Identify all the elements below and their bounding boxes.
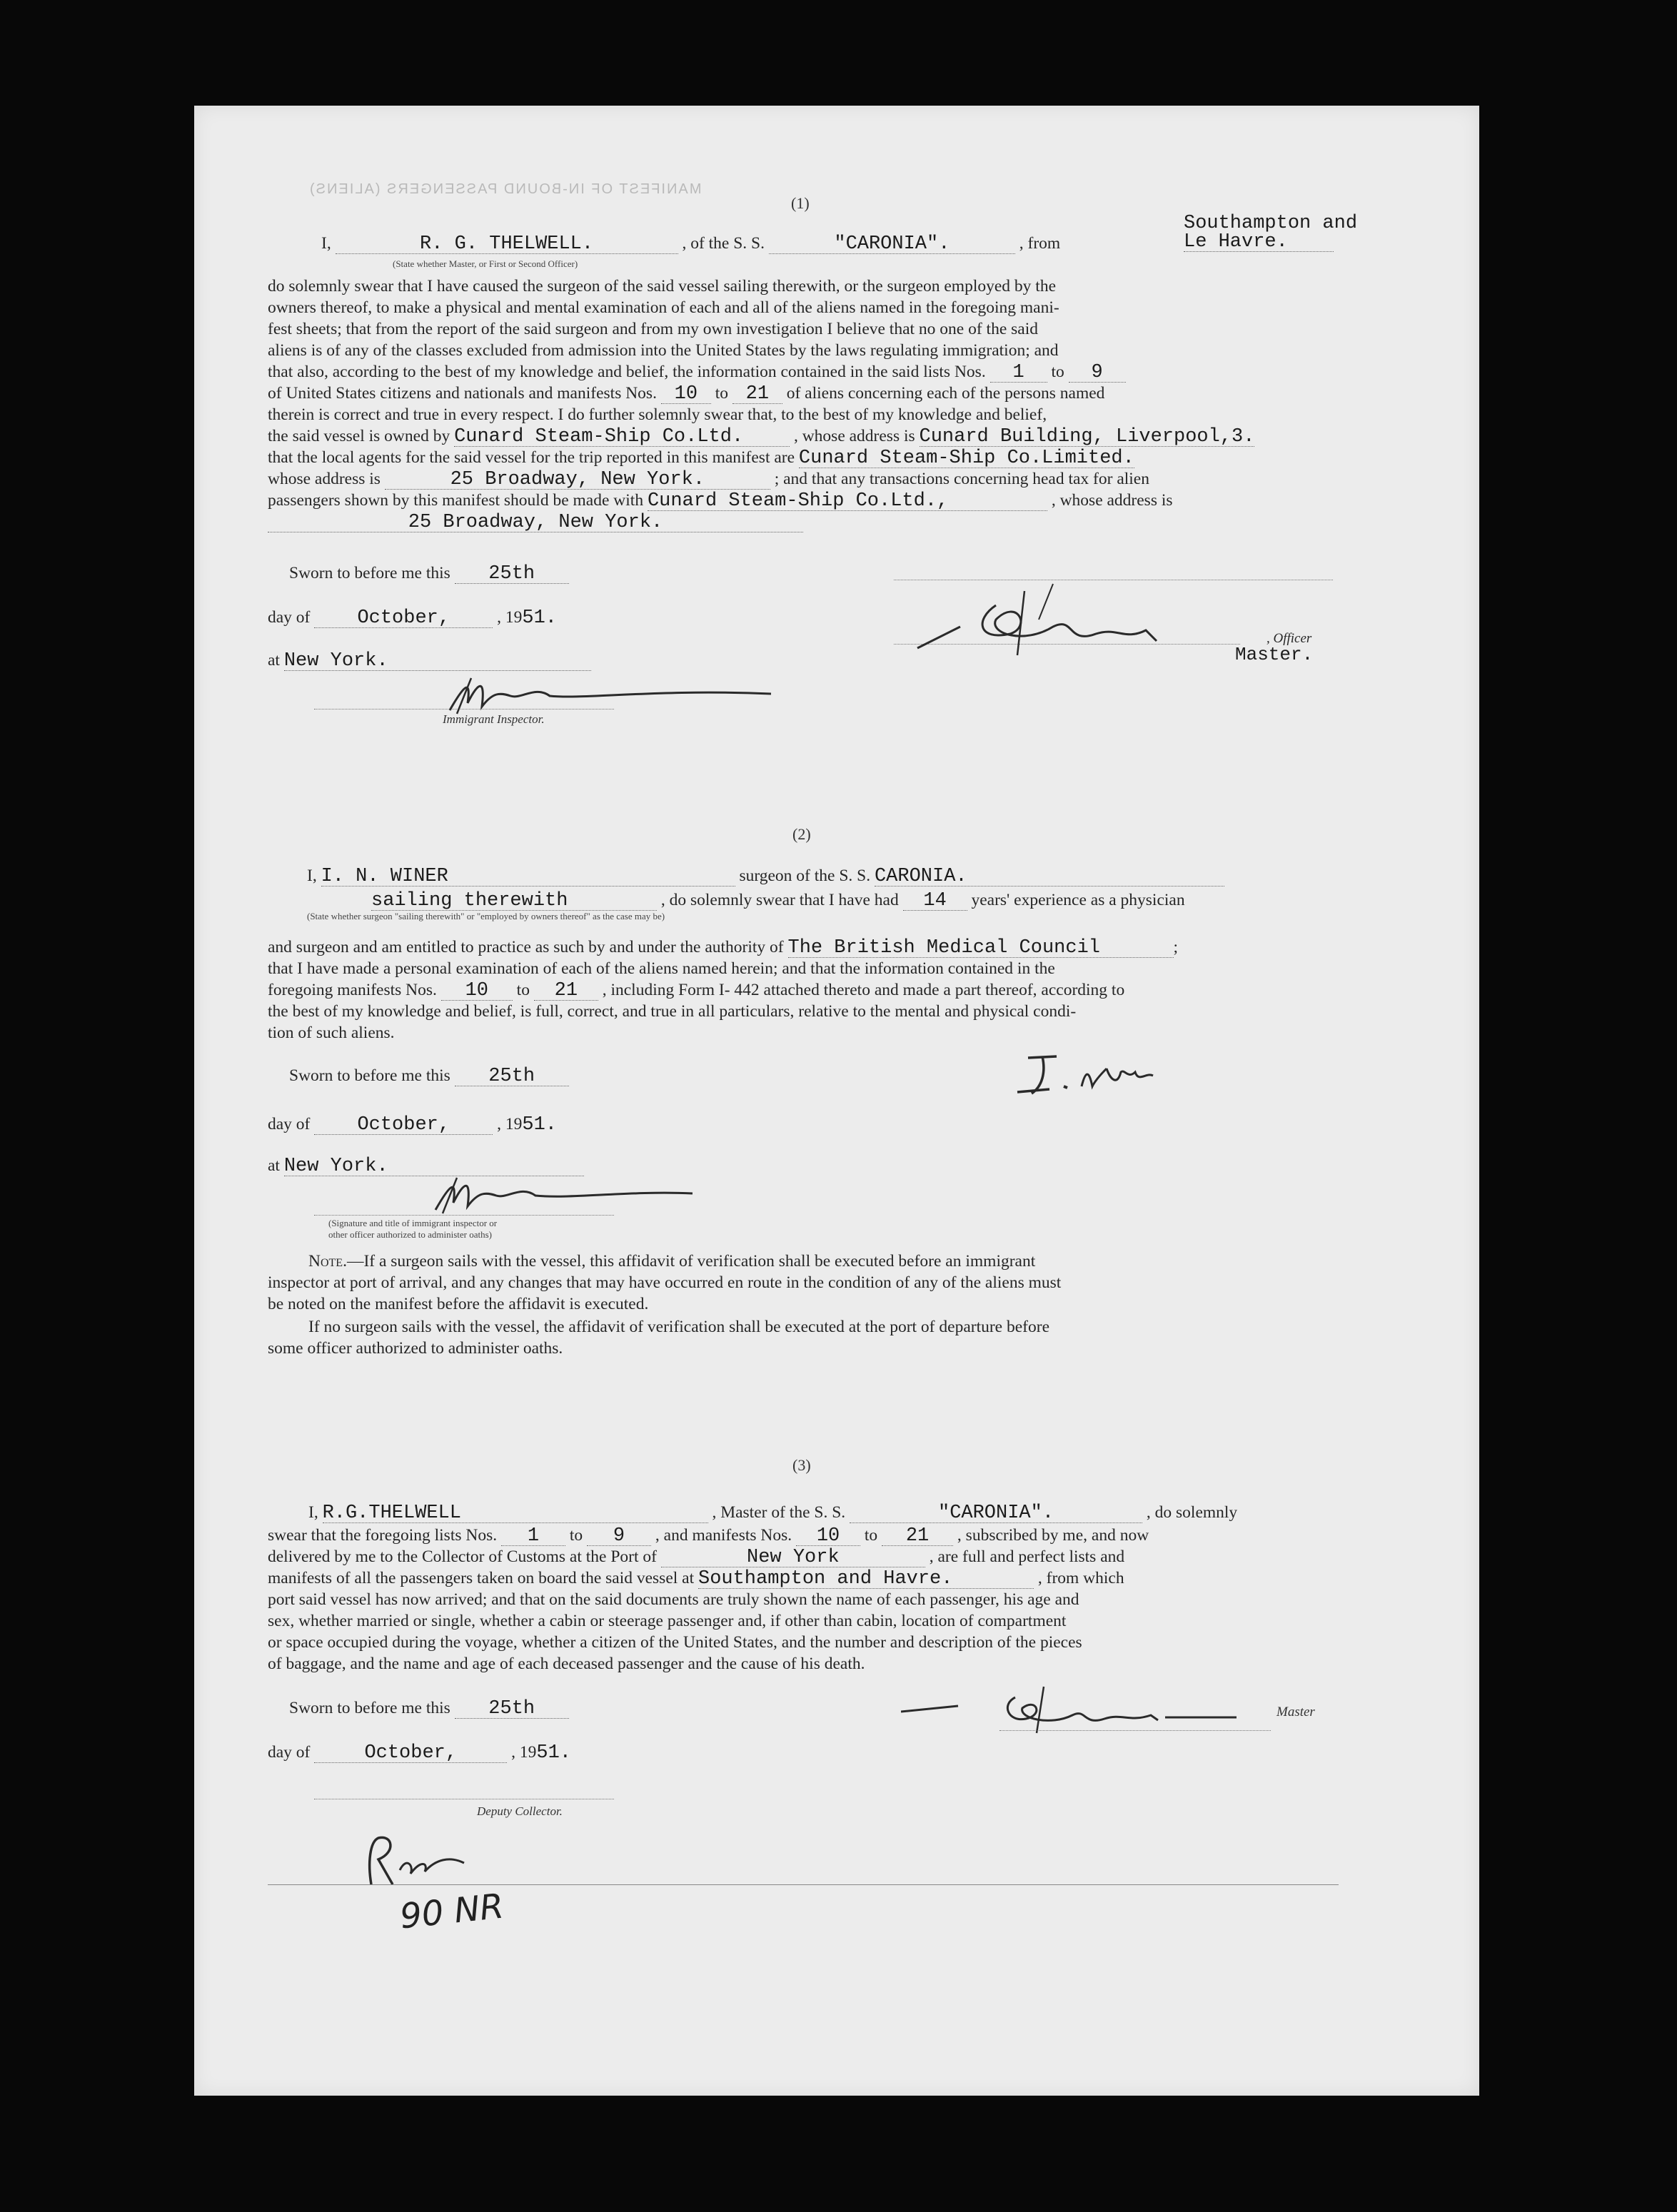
master-label-1: Master. (1235, 644, 1314, 665)
port-field-line1[interactable]: Southampton and (1184, 213, 1358, 234)
part2-sworn-day-field[interactable]: 25th (455, 1067, 569, 1086)
inspector-signature-1 (443, 671, 785, 721)
part2-year-field[interactable]: 51. (522, 1114, 557, 1136)
note-line-3: be noted on the manifest before the affidavit is executed. (268, 1295, 649, 1313)
part3-para-3: manifests of all the passengers taken on board the said vessel at Southampton and Havre. , from which (268, 1568, 1124, 1590)
manifests-to-field[interactable]: 21 (732, 385, 782, 404)
part3-month-field[interactable]: October, (314, 1744, 507, 1763)
section-number-1: (1) (791, 194, 810, 212)
part1-month-field[interactable]: October, (314, 609, 493, 628)
part2-ship-field[interactable]: CARONIA. (875, 867, 1224, 887)
part1-date-line: day of October, , 1951. (268, 607, 557, 629)
part2-para-1: and surgeon and am entitled to practice as such by and under the authority of The British Medical Council ; (268, 937, 1179, 959)
part1-para-11: passengers shown by this manifest should be made with Cunard Steam-Ship Co.Ltd., , whose address is (268, 490, 1173, 512)
lists-from-field[interactable]: 1 (990, 363, 1047, 383)
part3-para-5: sex, whether married or single, whether a cabin or steerage passenger and, if other than cabin, location of compartment (268, 1612, 1067, 1630)
part2-para-2: that I have made a personal examination of each of the aliens named herein; and that the information contained in the (268, 959, 1055, 978)
part2-para-4: the best of my knowledge and belief, is full, correct, and true in all particulars, relative to the mental and physical condi- (268, 1002, 1077, 1021)
part2-para-3: foregoing manifests Nos. 10 to 21 , including Form I- 442 attached thereto and made a part thereof, according to (268, 980, 1125, 1001)
bottom-rule (268, 1884, 1339, 1885)
surgeon-name-field[interactable]: I. N. WINER (321, 867, 735, 887)
part1-para-5: that also, according to the best of my knowledge and belief, the information contained in the said lists Nos. 1 to 9 (268, 361, 1126, 383)
part3-para-1: swear that the foregoing lists Nos. 1 to 9 , and manifests Nos. 10 to 21 , subscribed by me, and now (268, 1525, 1149, 1547)
part2-experience-line: sailing therewith , do solemnly swear that I have had 14 years' experience as a physician (371, 890, 1185, 911)
section-number-3: (3) (792, 1456, 811, 1474)
part1-sworn-line: Sworn to before me this 25th (289, 562, 569, 584)
handwritten-note: 90 NR (398, 1886, 506, 1937)
part2-month-field[interactable]: October, (314, 1116, 493, 1135)
surgeon-signature (1014, 1036, 1214, 1101)
note-line-1: Note.—If a surgeon sails with the vessel, this affidavit of verification shall be executed before an immigrant (308, 1252, 1036, 1271)
agents-address-field[interactable]: 25 Broadway, New York. (385, 470, 770, 490)
part3-ship-field[interactable]: "CARONIA". (850, 1504, 1142, 1523)
part1-para-3: fest sheets; that from the report of the said surgeon and from my own investigation I believe that no one of the said (268, 320, 1038, 338)
manifests-from-field[interactable]: 10 (661, 385, 711, 404)
part3-para-2: delivered by me to the Collector of Customs at the Port of New York , are full and perfect lists and (268, 1547, 1125, 1568)
officer-label: , Officer (1266, 631, 1312, 646)
part1-sworn-day-field[interactable]: 25th (455, 565, 569, 584)
part3-master-label: Master (1276, 1705, 1315, 1719)
part3-lists-from-field[interactable]: 1 (501, 1527, 565, 1546)
owner-address-field[interactable]: Cunard Building, Liverpool,3. (919, 426, 1255, 448)
sig-caption-2: other officer authorized to administer oaths) (328, 1229, 492, 1240)
part3-para-4: port said vessel has now arrived; and that on the said documents are truly shown the name of each passenger, his age and (268, 1590, 1079, 1609)
rank-caption: (State whether Master, or First or Second Officer) (393, 258, 578, 269)
part2-manifests-from-field[interactable]: 10 (441, 981, 513, 1001)
part3-para-7: of baggage, and the name and age of each deceased passenger and the cause of his death. (268, 1655, 865, 1673)
part3-sworn-line: Sworn to before me this 25th (289, 1697, 569, 1719)
part2-para-5: tion of such aliens. (268, 1024, 395, 1042)
part3-manifests-from-field[interactable]: 10 (796, 1527, 860, 1546)
port-field-line2[interactable]: Le Havre. (1184, 233, 1334, 252)
part2-place-field[interactable]: New York. (284, 1157, 584, 1176)
section-number-2: (2) (792, 825, 811, 843)
note-line-4: If no surgeon sails with the vessel, the affidavit of verification shall be executed at the port of departure before (308, 1318, 1049, 1336)
part1-para-12 (268, 511, 803, 532)
part3-manifests-to-field[interactable]: 21 (882, 1527, 953, 1546)
authority-field[interactable]: The British Medical Council (788, 939, 1174, 958)
part1-para-6: of United States citizens and nationals and manifests Nos. 10 to 21 of aliens concerning each of the persons named (268, 383, 1105, 405)
ship-name-field[interactable]: "CARONIA". (769, 235, 1015, 254)
inspector-signature-2 (428, 1171, 700, 1221)
part2-manifests-to-field[interactable]: 21 (534, 981, 598, 1001)
master-name-field[interactable]: R. G. THELWELL. (336, 235, 678, 254)
part3-lists-to-field[interactable]: 9 (587, 1527, 651, 1546)
part2-place-line: at New York. (268, 1155, 584, 1176)
experience-years-field[interactable]: 14 (903, 892, 967, 911)
part2-oath-line: I, I. N. WINER surgeon of the S. S. CARONIA. (307, 865, 1224, 887)
owner-field[interactable]: Cunard Steam-Ship Co.Ltd. (454, 428, 790, 447)
part1-year-field[interactable]: 51. (522, 607, 557, 629)
part1-para-2: owners thereof, to make a physical and mental examination of each and all of the aliens named in the foregoing mani- (268, 298, 1059, 317)
part1-para-7: therein is correct and true in every respect. I do further solemnly swear that, to the best of my knowledge and belief, (268, 405, 1047, 424)
note-line-2: inspector at port of arrival, and any changes that may have occurred en route in the condition of any of the aliens must (268, 1273, 1062, 1292)
inspector-caption: Immigrant Inspector. (443, 712, 545, 726)
part3-date-line: day of October, , 1951. (268, 1742, 571, 1764)
part3-master-name-field[interactable]: R.G.THELWELL (323, 1504, 708, 1523)
lists-to-field[interactable]: 9 (1069, 363, 1126, 383)
initials-handwriting (357, 1827, 485, 1892)
part1-para-9: that the local agents for the said vessel for the trip reported in this manifest are Cunard Steam-Ship Co.Limited. (268, 448, 1134, 469)
departure-ports-field[interactable]: Southampton and Havre. (698, 1570, 1034, 1589)
part3-para-6: or space occupied during the voyage, whether a citizen of the United States, and the number and description of the pieces (268, 1633, 1082, 1652)
part1-oath-line: I, R. G. THELWELL. , of the S. S. "CARONIA". , from (321, 233, 1061, 255)
sig-caption-1: (Signature and title of immigrant inspector or (328, 1218, 498, 1228)
part3-year-field[interactable]: 51. (536, 1742, 571, 1764)
bleed-through-text: MANIFEST OF IN-BOUND PASSENGERS (ALIENS) (308, 181, 702, 197)
part2-inspector-sig-line (314, 1215, 614, 1216)
port-of-arrival-field[interactable]: New York (661, 1548, 925, 1567)
part3-oath-line: I, R.G.THELWELL , Master of the S. S. "CARONIA". , do solemnly (308, 1503, 1238, 1524)
part3-master-sig-line (999, 1730, 1271, 1731)
collector-caption: Deputy Collector. (477, 1804, 563, 1818)
part1-para-8: the said vessel is owned by Cunard Steam-Ship Co.Ltd. , whose address is Cunard Building, Liverpool,3. (268, 426, 1255, 448)
part2-date-line: day of October, , 1951. (268, 1114, 557, 1136)
part1-place-field[interactable]: New York. (284, 652, 591, 671)
tax-agent-field[interactable]: Cunard Steam-Ship Co.Ltd., (648, 492, 1047, 511)
agents-field[interactable]: Cunard Steam-Ship Co.Limited. (798, 448, 1134, 469)
part1-para-1: do solemnly swear that I have caused the surgeon of the said vessel sailing therewith, or the surgeon employed by the (268, 277, 1057, 296)
employment-caption: (State whether surgeon "sailing therewith" or "employed by owners thereof" as the case may be) (307, 911, 665, 921)
part1-para-4: aliens is of any of the classes excluded from admission into the United States by the laws regulating immigration; and (268, 341, 1059, 360)
note-line-5: some officer authorized to administer oaths. (268, 1339, 563, 1358)
part1-para-10: whose address is 25 Broadway, New York. ; and that any transactions concerning head tax for alien (268, 469, 1149, 490)
tax-address-field[interactable]: 25 Broadway, New York. (268, 513, 803, 532)
part2-sworn-line: Sworn to before me this 25th (289, 1065, 569, 1086)
master-signature-1 (910, 577, 1224, 670)
surgeon-employment-field[interactable]: sailing therewith (371, 892, 657, 911)
part1-place-line: at New York. (268, 650, 591, 671)
part3-sworn-day-field[interactable]: 25th (455, 1700, 569, 1719)
